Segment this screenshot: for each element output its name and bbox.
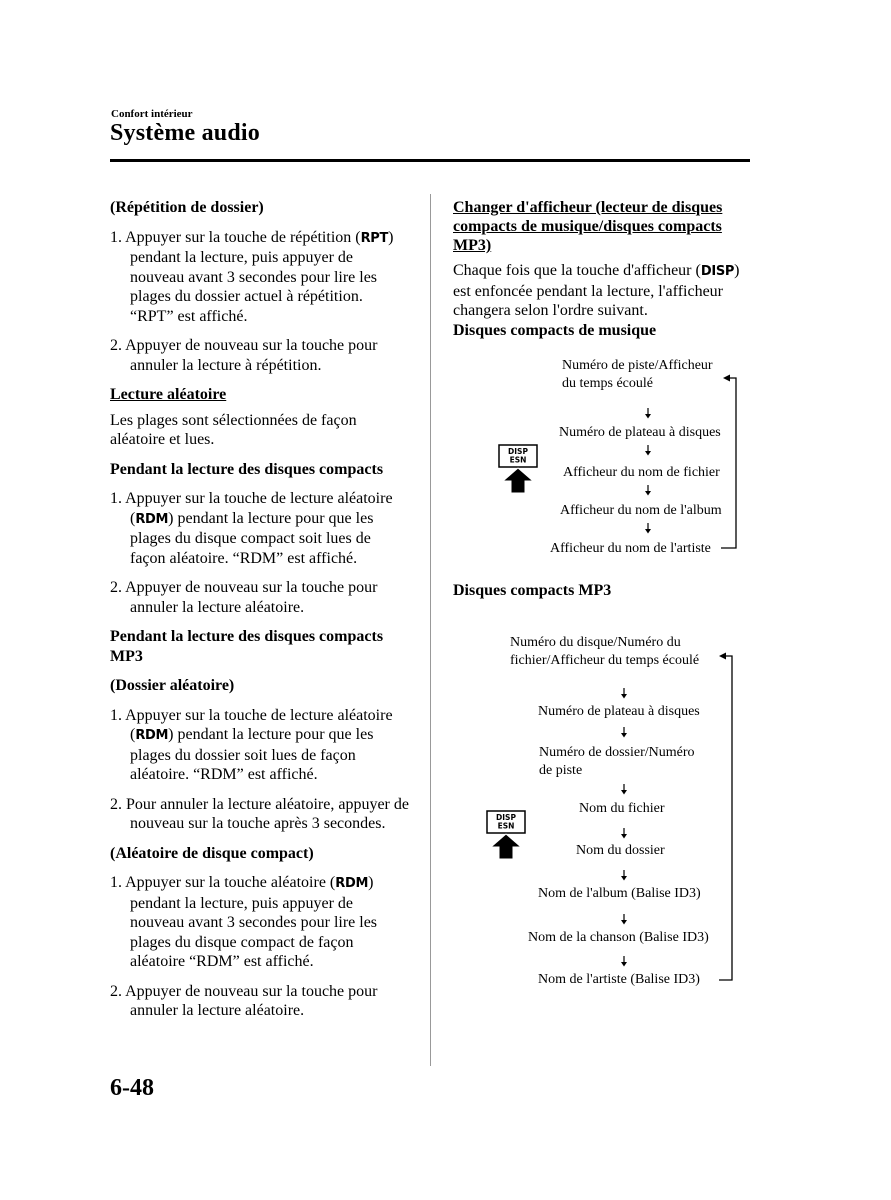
down-arrow-icon — [644, 445, 652, 456]
down-arrow-icon — [620, 688, 628, 699]
repeat-step-1: 1. Appuyer sur la touche de répétition (RPT) pendant la lecture, puis appuyer de nouveau avant 3 secondes pour lire les plages du dossier actuel à répétition. “RPT” est affiché. — [110, 228, 394, 325]
display-change-heading: Changer d'afficheur (lecteur de disques compacts de musique/disques compacts MP3) — [453, 199, 723, 254]
left-column — [110, 198, 410, 1021]
disp-button-icon — [498, 444, 538, 494]
cycle-item: Numéro du disque/Numéro du — [510, 635, 681, 650]
svg-text:DISP: DISP — [508, 447, 528, 456]
cycle-item: Numéro de piste/Afficheur — [562, 358, 713, 373]
disp-button-icon — [486, 810, 526, 860]
cycle-item: Afficheur du nom de fichier — [563, 465, 720, 480]
cycle-item: Nom de l'album (Balise ID3) — [538, 886, 701, 901]
mp3-heading: Pendant la lecture des disques compacts MP3 — [110, 628, 384, 665]
cycle-item: du temps écoulé — [562, 376, 653, 391]
title-rule — [110, 159, 750, 162]
random-play-heading: Lecture aléatoire — [110, 386, 227, 403]
cycle-item: Nom du dossier — [576, 843, 665, 858]
page-title: Système audio — [110, 120, 260, 146]
svg-text:DISP: DISP — [496, 813, 516, 822]
cycle-item: Afficheur du nom de l'album — [560, 503, 722, 518]
cycle-item: de piste — [539, 763, 583, 778]
down-arrow-icon — [620, 956, 628, 967]
cycle-item: Nom de la chanson (Balise ID3) — [528, 930, 709, 945]
display-change-intro: Chaque fois que la touche d'afficheur (DISP) est enfoncée pendant la lecture, l'afficheur changera selon l'ordre suivant. — [453, 262, 740, 319]
down-arrow-icon — [644, 485, 652, 496]
down-arrow-icon — [644, 408, 652, 419]
music-cd-heading: Disques compacts de musique — [453, 321, 657, 339]
repeat-folder-heading: (Répétition de dossier) — [110, 199, 264, 216]
down-arrow-icon — [644, 523, 652, 534]
folder-step-2: 2. Pour annuler la lecture aléatoire, appuyer de nouveau sur la touche après 3 secondes. — [110, 795, 409, 832]
disc-step-2: 2. Appuyer de nouveau sur la touche pour annuler la lecture aléatoire. — [110, 982, 378, 1019]
folder-step-1: 1. Appuyer sur la touche de lecture aléatoire (RDM) pendant la lecture pour que les plages du dossier soit lues de façon aléatoire. “RDM” est affiché. — [110, 706, 393, 783]
down-arrow-icon — [620, 870, 628, 881]
column-divider — [430, 194, 431, 1066]
svg-text:ESN: ESN — [509, 455, 527, 465]
repeat-step-2: 2. Appuyer de nouveau sur la touche pour annuler la lecture à répétition. — [110, 337, 378, 374]
down-arrow-icon — [620, 784, 628, 795]
section-label: Confort intérieur — [111, 108, 193, 120]
page-number: 6-48 — [110, 1075, 154, 1101]
mp3-cd-heading: Disques compacts MP3 — [453, 582, 612, 599]
loop-back-arrow-icon — [718, 650, 740, 990]
cycle-item: fichier/Afficheur du temps écoulé — [510, 653, 700, 668]
folder-random-heading: (Dossier aléatoire) — [110, 677, 235, 694]
cycle-item: Nom du fichier — [579, 801, 665, 816]
cd-step-2: 2. Appuyer de nouveau sur la touche pour annuler la lecture aléatoire. — [110, 579, 378, 616]
cycle-item: Numéro de plateau à disques — [538, 704, 700, 719]
right-column — [453, 198, 751, 340]
rdm-key-label: RDM — [335, 876, 369, 891]
cycle-item: Numéro de plateau à disques — [559, 425, 721, 440]
disc-step-1: 1. Appuyer sur la touche aléatoire (RDM) pendant la lecture, puis appuyer de nouveau avant 3 secondes pour lire les plages du disque compact de façon aléatoire “RDM” est affiché. — [110, 874, 378, 970]
cd-step-1: 1. Appuyer sur la touche de lecture aléatoire (RDM) pendant la lecture pour que les plages du disque compact soit lues de façon aléatoire. “RDM” est affiché. — [110, 490, 393, 567]
rdm-key-label: RDM — [135, 511, 169, 527]
disp-key-label: DISP — [700, 264, 735, 279]
cycle-item: Numéro de dossier/Numéro — [539, 745, 695, 760]
disc-random-heading: (Aléatoire de disque compact) — [110, 844, 314, 862]
down-arrow-icon — [620, 727, 628, 738]
cycle-item: Afficheur du nom de l'artiste — [550, 541, 711, 556]
cd-heading: Pendant la lecture des disques compacts — [110, 460, 384, 478]
cycle-item: Nom de l'artiste (Balise ID3) — [538, 972, 700, 987]
random-play-intro: Les plages sont sélectionnées de façon aléatoire et lues. — [110, 411, 357, 448]
svg-text:ESN: ESN — [497, 821, 515, 831]
rdm-key-label: RDM — [135, 728, 169, 743]
rpt-key-label: RPT — [360, 230, 389, 246]
loop-back-arrow-icon — [720, 372, 742, 556]
down-arrow-icon — [620, 914, 628, 925]
down-arrow-icon — [620, 828, 628, 839]
